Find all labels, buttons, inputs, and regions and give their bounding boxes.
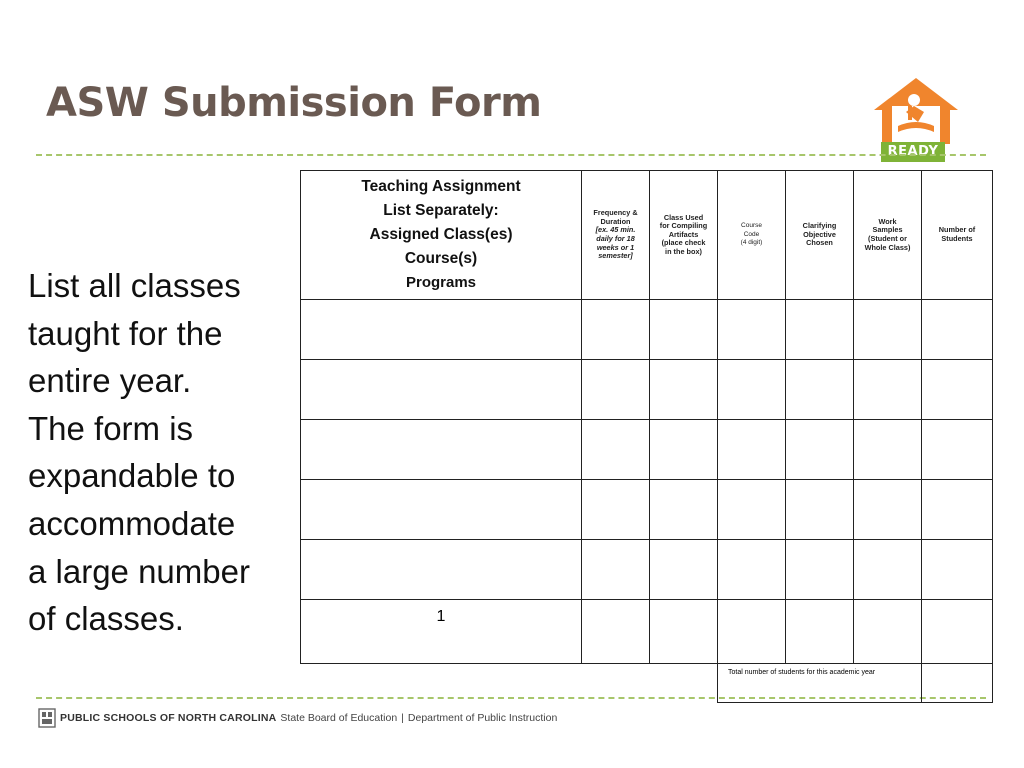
frequency-cell[interactable]	[582, 600, 650, 664]
instruction-line: List all classes	[28, 267, 241, 304]
instruction-line: of classes.	[28, 600, 184, 638]
course-code-cell[interactable]	[718, 300, 786, 360]
work-samples-cell[interactable]	[854, 360, 922, 420]
work-samples-cell[interactable]	[854, 420, 922, 480]
blank-cell	[582, 664, 650, 703]
work-samples-cell[interactable]	[854, 300, 922, 360]
header-class-used: Class Used for Compiling Artifacts (place check in the box)	[650, 171, 718, 300]
row-number-cell[interactable]: 1	[301, 600, 582, 664]
students-cell[interactable]	[922, 300, 993, 360]
students-cell[interactable]	[922, 540, 993, 600]
instruction-line: expandable to	[28, 457, 236, 495]
students-cell[interactable]	[922, 420, 993, 480]
course-code-cell[interactable]	[718, 480, 786, 540]
assignment-cell[interactable]	[301, 420, 582, 480]
work-samples-cell[interactable]	[854, 480, 922, 540]
instruction-line: a large number	[28, 552, 250, 590]
total-row	[301, 664, 993, 703]
instructions-text	[28, 262, 290, 643]
top-divider	[36, 154, 986, 156]
class-used-cell[interactable]	[650, 480, 718, 540]
class-used-cell[interactable]	[650, 300, 718, 360]
students-cell[interactable]	[922, 600, 993, 664]
page-title: ASW Submission Form	[46, 80, 542, 126]
nc-seal-icon	[38, 708, 56, 728]
assignment-cell[interactable]	[301, 360, 582, 420]
total-students-cell[interactable]	[922, 664, 993, 703]
clarifying-cell[interactable]	[786, 420, 854, 480]
clarifying-cell[interactable]	[786, 480, 854, 540]
footer-org: PUBLIC SCHOOLS OF NORTH CAROLINA	[60, 712, 277, 724]
course-code-cell[interactable]	[718, 540, 786, 600]
frequency-cell[interactable]	[582, 540, 650, 600]
header-frequency-duration: Frequency & Duration [ex. 45 min. daily for 18 weeks or 1 semester]	[582, 171, 650, 300]
table-row	[301, 600, 993, 664]
course-code-cell[interactable]	[718, 420, 786, 480]
instruction-line: entire year.	[28, 362, 192, 400]
frequency-cell[interactable]	[582, 360, 650, 420]
course-code-cell[interactable]	[718, 360, 786, 420]
class-used-cell[interactable]	[650, 600, 718, 664]
clarifying-cell[interactable]	[786, 600, 854, 664]
table-row	[301, 540, 993, 600]
footer	[38, 708, 557, 728]
header-row	[301, 171, 993, 300]
blank-cell	[650, 664, 718, 703]
submission-table	[300, 170, 993, 703]
table-row	[301, 300, 993, 360]
assignment-cell[interactable]	[301, 300, 582, 360]
table-row	[301, 420, 993, 480]
blank-cell	[301, 664, 582, 703]
total-students-label: Total number of students for this academic year	[718, 664, 922, 703]
header-work-samples: Work Samples (Student or Whole Class)	[854, 171, 922, 300]
clarifying-cell[interactable]	[786, 540, 854, 600]
clarifying-cell[interactable]	[786, 360, 854, 420]
class-used-cell[interactable]	[650, 420, 718, 480]
frequency-cell[interactable]	[582, 300, 650, 360]
class-used-cell[interactable]	[650, 540, 718, 600]
clarifying-cell[interactable]	[786, 300, 854, 360]
frequency-cell[interactable]	[582, 420, 650, 480]
instruction-line: The form is	[28, 409, 194, 447]
instruction-line: taught for the	[28, 314, 223, 352]
work-samples-cell[interactable]	[854, 600, 922, 664]
header-course-code: Course Code (4 digit)	[718, 171, 786, 300]
course-code-cell[interactable]	[718, 600, 786, 664]
frequency-cell[interactable]	[582, 480, 650, 540]
header-teaching-assignment: Teaching Assignment List Separately: Assigned Class(es) Course(s) Programs	[301, 171, 582, 300]
assignment-cell[interactable]	[301, 480, 582, 540]
table-row	[301, 480, 993, 540]
work-samples-cell[interactable]	[854, 540, 922, 600]
instruction-line: accommodate	[28, 504, 236, 542]
assignment-cell[interactable]	[301, 540, 582, 600]
footer-separator: |	[401, 712, 404, 724]
header-clarifying-objective: Clarifying Objective Chosen	[786, 171, 854, 300]
header-number-of-students: Number of Students	[922, 171, 993, 300]
footer-board: State Board of Education	[280, 712, 398, 724]
ready-logo-word: READY	[881, 142, 945, 162]
students-cell[interactable]	[922, 360, 993, 420]
footer-dept: Department of Public Instruction	[407, 712, 558, 724]
table-row	[301, 360, 993, 420]
students-cell[interactable]	[922, 480, 993, 540]
class-used-cell[interactable]	[650, 360, 718, 420]
